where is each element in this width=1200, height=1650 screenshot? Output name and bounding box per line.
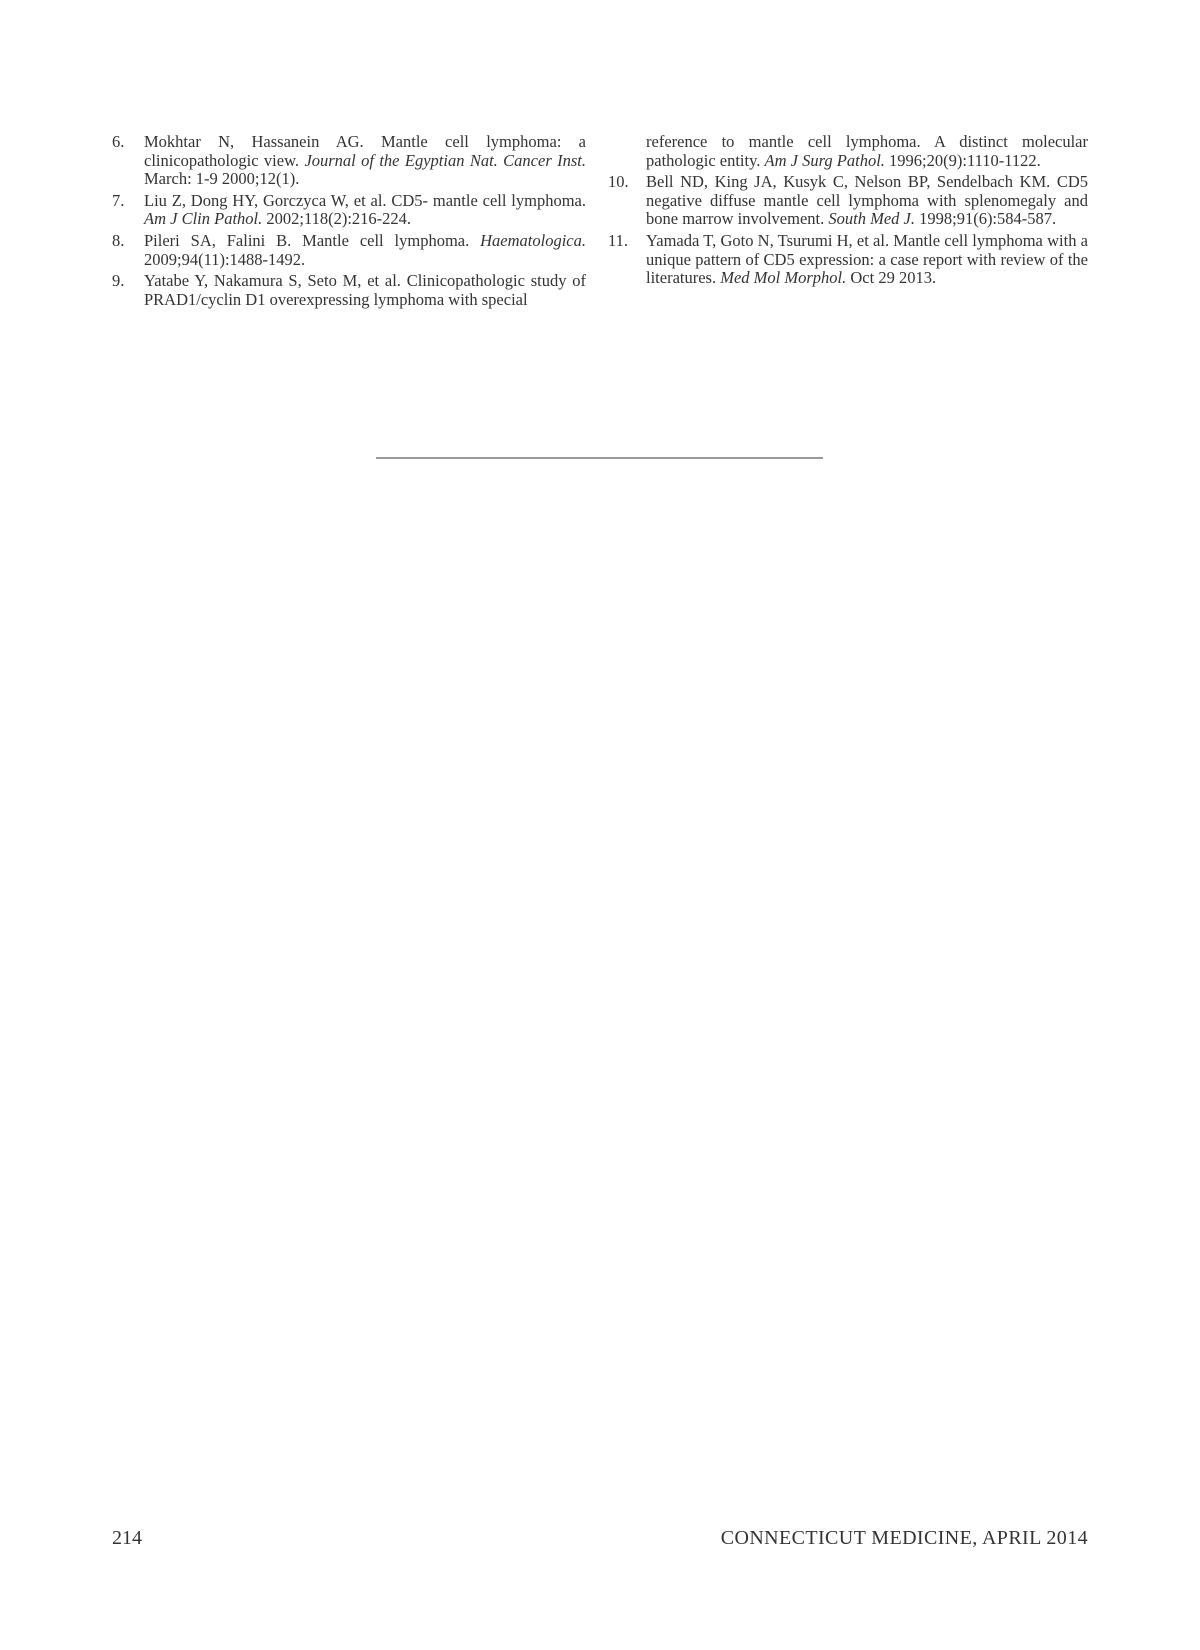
journal-title: South Med J. [828, 209, 915, 229]
section-divider [376, 457, 823, 459]
page-number: 214 [112, 1527, 142, 1549]
reference-text: 2009;94(11):1488-1492. [144, 249, 306, 269]
journal-title: Am J Clin Pathol. [144, 209, 263, 229]
reference-text: Yamada T, Goto N, Tsurumi H, et al. Mantle cell lymphoma with a unique pattern of CD5 expression: a case report with review of the literatures. [646, 230, 1088, 288]
reference-text: Oct 29 2013. [846, 268, 937, 288]
reference-number: 11. [608, 230, 629, 250]
journal-title: Med Mol Morphol. [720, 268, 847, 288]
journal-title: Journal of the Egyptian Nat. Cancer Inst. [304, 150, 586, 170]
references-left-column [112, 133, 586, 312]
reference-item [608, 230, 1088, 288]
references-section [112, 133, 1088, 312]
reference-item [608, 172, 1088, 229]
reference-text: Liu Z, Dong HY, Gorczyca W, et al. CD5- mantle cell lymphoma. [144, 190, 586, 210]
journal-title: Haematologica. [480, 230, 586, 250]
reference-item [614, 133, 1088, 170]
reference-number: 10. [608, 172, 629, 192]
running-head: CONNECTICUT MEDICINE, APRIL 2014 [720, 1527, 1088, 1549]
reference-text: reference to mantle cell lymphoma. A distinct molecular pathologic entity. [646, 132, 1088, 170]
journal-title: Am J Surg Pathol. [764, 150, 885, 170]
reference-item [112, 272, 586, 309]
reference-text: 2002;118(2):216-224. [262, 209, 412, 229]
reference-item [112, 192, 586, 229]
reference-text: 1996;20(9):1110-1122. [884, 150, 1041, 170]
references-right-column [608, 132, 1088, 312]
reference-text: 1998;91(6):584-587. [914, 209, 1057, 229]
reference-text: Mokhtar N, Hassanein AG. Mantle cell lymphoma: a clinicopathologic view. [144, 132, 586, 170]
reference-text: Yatabe Y, Nakamura S, Seto M, et al. Clinicopathologic study of PRAD1/cyclin D1 overexpressing lymphoma with special [144, 271, 586, 309]
reference-text: Bell ND, King JA, Kusyk C, Nelson BP, Sendelbach KM. CD5 negative diffuse mantle cell lymphoma with splenomegaly and bone marrow involvement. [646, 172, 1088, 229]
reference-item [112, 133, 586, 189]
reference-number: 9. [112, 271, 125, 291]
reference-text: Pileri SA, Falini B. Mantle cell lymphoma. [144, 230, 481, 250]
reference-number: 6. [112, 132, 125, 151]
reference-text: March: 1-9 2000;12(1). [144, 169, 300, 189]
reference-item [112, 232, 586, 269]
reference-number: 7. [112, 190, 125, 210]
reference-number: 8. [112, 230, 125, 250]
